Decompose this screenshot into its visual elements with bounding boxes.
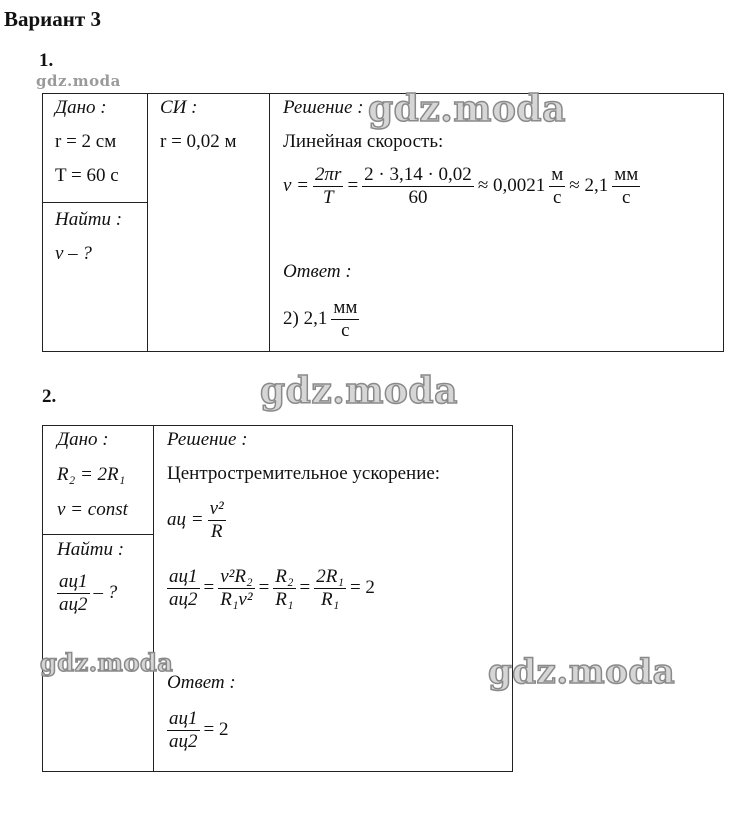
p1-dano-cell xyxy=(43,94,148,203)
p2-otvet-header: Ответ : xyxy=(167,672,236,693)
p1-velocity-formula: v = $\frac{2\pi r}{T}$ = $\frac{2 \cdot 3,14 \cdot 0,02}{60}$ ≈ 0,0021 $\frac{м}{с}$ ≈ 2,1 $\frac{мм}{с}$ xyxy=(283,164,639,208)
p1-otvet-header: Ответ : xyxy=(283,261,352,282)
p2-fraction-v2r2: $\frac{\text{v²R₂}}{\text{R₁v²}}$ xyxy=(220,566,253,610)
p1-reshenie-subtitle: Линейная скорость: xyxy=(283,131,444,152)
problem-1-table xyxy=(42,93,724,352)
p2-reshenie-cell xyxy=(154,426,513,772)
p2-fraction-r2-r1: $\frac{\text{R₂}}{\text{R₁}}$ xyxy=(275,566,294,610)
watermark-4: gdz.moda xyxy=(488,652,676,692)
p1-formula-lhs: v = xyxy=(283,175,310,197)
p2-dano-cell xyxy=(43,426,154,535)
p1-answer: 2) 2,1 $\frac{мм}{с}$ xyxy=(283,297,358,341)
p1-dano-line2: T = 60 с xyxy=(55,165,119,186)
p2-fraction-v2-over-r: $\frac{\text{v²}}{R}$ xyxy=(209,498,224,542)
p1-si-cell xyxy=(148,94,270,352)
watermark-3: gdz.moda xyxy=(40,648,174,677)
watermark-1: gdz.moda xyxy=(368,88,566,130)
p2-najti-ratio: $\frac{aц1}{aц2}$ – ? xyxy=(59,571,118,615)
p1-si-line1: r = 0,02 м xyxy=(160,131,237,152)
p2-najti-header: Найти : xyxy=(57,539,125,560)
p1-unit-mm-per-s: $\frac{мм}{с}$ xyxy=(614,164,639,208)
p1-najti-cell xyxy=(43,203,148,352)
p2-answer: $\frac{aц1}{aц2}$ = 2 xyxy=(169,708,229,752)
p1-dano-header: Дано : xyxy=(55,97,107,118)
page-title: Вариант 3 xyxy=(4,7,101,31)
problem-2-table xyxy=(42,425,513,772)
p2-dano-header: Дано : xyxy=(57,429,109,450)
p1-answer-unit: $\frac{мм}{с}$ xyxy=(333,297,358,341)
p2-dano-line1: R₂ = 2R₁ xyxy=(57,464,126,485)
problem-2-number: 2. xyxy=(42,386,57,407)
p1-approx-ms: ≈ 0,0021 xyxy=(477,175,546,197)
p1-dano-line1: r = 2 см xyxy=(55,131,117,152)
watermark-small: gdz.moda xyxy=(36,72,121,90)
p2-najti-fraction: $\frac{aц1}{aц2}$ xyxy=(59,571,88,615)
p2-formula-2: $\frac{aц1}{aц2}$ = $\frac{\text{v²R₂}}{\text{R₁v²}}$ = $\frac{\text{R₂}}{\text{R₁}}$ = $\frac{\text{2R₁}}{\text{R₁}}$ = 2 xyxy=(169,566,375,610)
p2-formula-1: aц = $\frac{\text{v²}}{R}$ xyxy=(167,498,224,542)
p1-reshenie-header: Решение : xyxy=(283,97,364,118)
p1-si-header: СИ : xyxy=(160,97,198,118)
p2-fraction-a1-a2: $\frac{aц1}{aц2}$ xyxy=(169,566,198,610)
p2-fraction-2r1-r1: $\frac{\text{2R₁}}{\text{R₁}}$ xyxy=(316,566,344,610)
p2-reshenie-subtitle: Центростремительное ускорение: xyxy=(167,463,441,484)
watermark-2: gdz.moda xyxy=(260,370,458,412)
p2-dano-line2: v = const xyxy=(57,499,128,520)
p1-approx-mms: ≈ 2,1 xyxy=(569,175,609,197)
p1-fraction-2pir-over-t: $\frac{2\pi r}{T}$ xyxy=(315,164,342,208)
p1-unit-m-per-s: $\frac{м}{с}$ xyxy=(551,164,564,208)
p1-najti-header: Найти : xyxy=(55,209,123,230)
p2-reshenie-header: Решение : xyxy=(167,429,248,450)
p1-najti-line1: v – ? xyxy=(55,243,92,264)
p1-fraction-numeric: $\frac{2 \cdot 3,14 \cdot 0,02}{60}$ xyxy=(364,164,472,208)
problem-1-number: 1. xyxy=(39,50,54,71)
p1-reshenie-cell xyxy=(270,94,724,352)
p2-answer-fraction: $\frac{aц1}{aц2}$ xyxy=(169,708,198,752)
